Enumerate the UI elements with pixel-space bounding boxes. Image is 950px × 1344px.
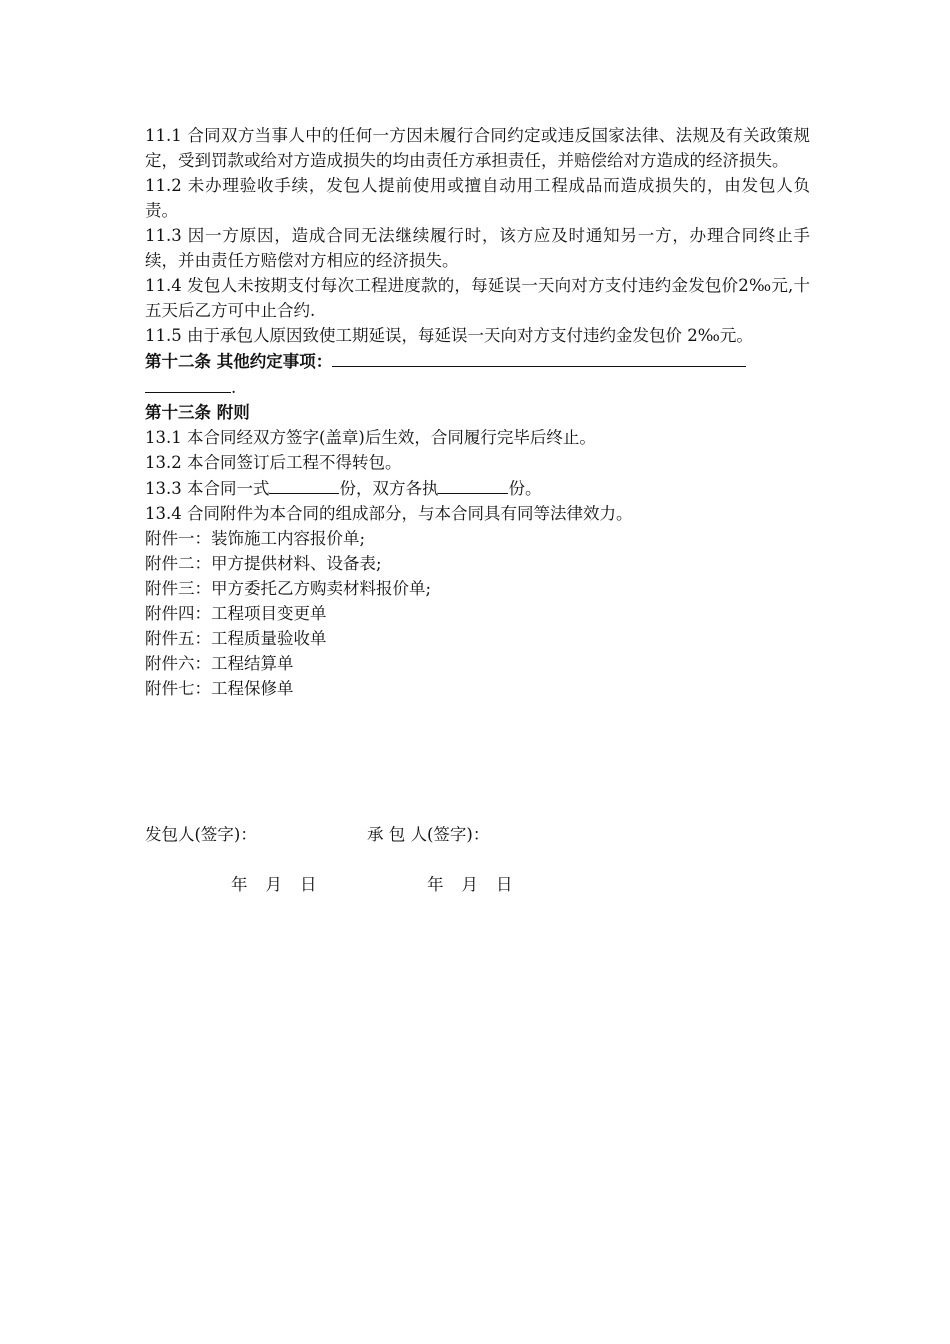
contractor-signature-label: 承 包 人(签字)： bbox=[367, 825, 490, 844]
clause-13-4: 13.4 合同附件为本合同的组成部分，与本合同具有同等法律效力。 bbox=[145, 504, 633, 523]
contractor-date bbox=[427, 872, 531, 897]
clause-13-title: 第十三条 附则 bbox=[145, 403, 250, 422]
clause-11-5: 11.5 由于承包人原因致使工期延误，每延误一天向对方支付违约金发包价 2‰元。 bbox=[145, 326, 753, 345]
attachment-4: 附件四：工程项目变更单 bbox=[145, 604, 327, 623]
attachment-6: 附件六：工程结算单 bbox=[145, 654, 294, 673]
clause-13-3-part-c: 份。 bbox=[508, 479, 542, 498]
clause-12-title: 第十二条 其他约定事项： bbox=[145, 352, 333, 371]
attachment-5: 附件五：工程质量验收单 bbox=[145, 629, 327, 648]
employer-date bbox=[231, 872, 335, 897]
clause-13-2: 13.2 本合同签订后工程不得转包。 bbox=[145, 453, 402, 472]
clause-13-3-part-b: 份，双方各执 bbox=[339, 479, 439, 498]
clause-12-end: . bbox=[231, 378, 237, 397]
clause-12-row-2 bbox=[145, 374, 810, 400]
contractor-date-year: 年 bbox=[427, 875, 444, 894]
clause-11-2: 11.2 未办理验收手续，发包人提前使用或擅自动用工程成品而造成损失的，由发包人负责。 bbox=[145, 176, 810, 220]
attachment-3: 附件三：甲方委托乙方购卖材料报价单; bbox=[145, 579, 432, 598]
clause-11-1: 11.1 合同双方当事人中的任何一方因未履行合同约定或违反国家法律、法规及有关政策规定，受到罚款或给对方造成损失的均由责任方承担责任，并赔偿给对方造成的经济损失。 bbox=[145, 126, 810, 170]
contract-body bbox=[145, 123, 810, 701]
employer-date-day: 日 bbox=[300, 875, 317, 894]
clause-13-3 bbox=[145, 475, 810, 501]
clause-11-4: 11.4 发包人未按期支付每次工程进度款的，每延误一天向对方支付违约金发包价2‰元,十五天后乙方可中止合约. bbox=[145, 276, 810, 320]
other-terms-blank[interactable] bbox=[332, 348, 746, 367]
copies-each-blank[interactable] bbox=[438, 475, 508, 494]
clause-11-3: 11.3 因一方原因，造成合同无法继续履行时，该方应及时通知另一方，办理合同终止手续，并由责任方赔偿对方相应的经济损失。 bbox=[145, 226, 810, 270]
copies-total-blank[interactable] bbox=[269, 475, 339, 494]
clause-12-row bbox=[145, 348, 810, 374]
clause-13-3-part-a: 13.3 本合同一式 bbox=[145, 479, 270, 498]
contractor-date-month: 月 bbox=[461, 875, 478, 894]
attachment-1: 附件一：装饰施工内容报价单; bbox=[145, 529, 366, 548]
employer-signature-label: 发包人(签字)： bbox=[145, 825, 257, 844]
contractor-date-day: 日 bbox=[496, 875, 513, 894]
other-terms-blank-continued[interactable] bbox=[145, 374, 231, 393]
attachment-2: 附件二：甲方提供材料、设备表; bbox=[145, 554, 382, 573]
employer-date-month: 月 bbox=[265, 875, 282, 894]
attachment-7: 附件七：工程保修单 bbox=[145, 679, 294, 698]
clause-13-1: 13.1 本合同经双方签字(盖章)后生效，合同履行完毕后终止。 bbox=[145, 428, 596, 447]
employer-date-year: 年 bbox=[231, 875, 248, 894]
